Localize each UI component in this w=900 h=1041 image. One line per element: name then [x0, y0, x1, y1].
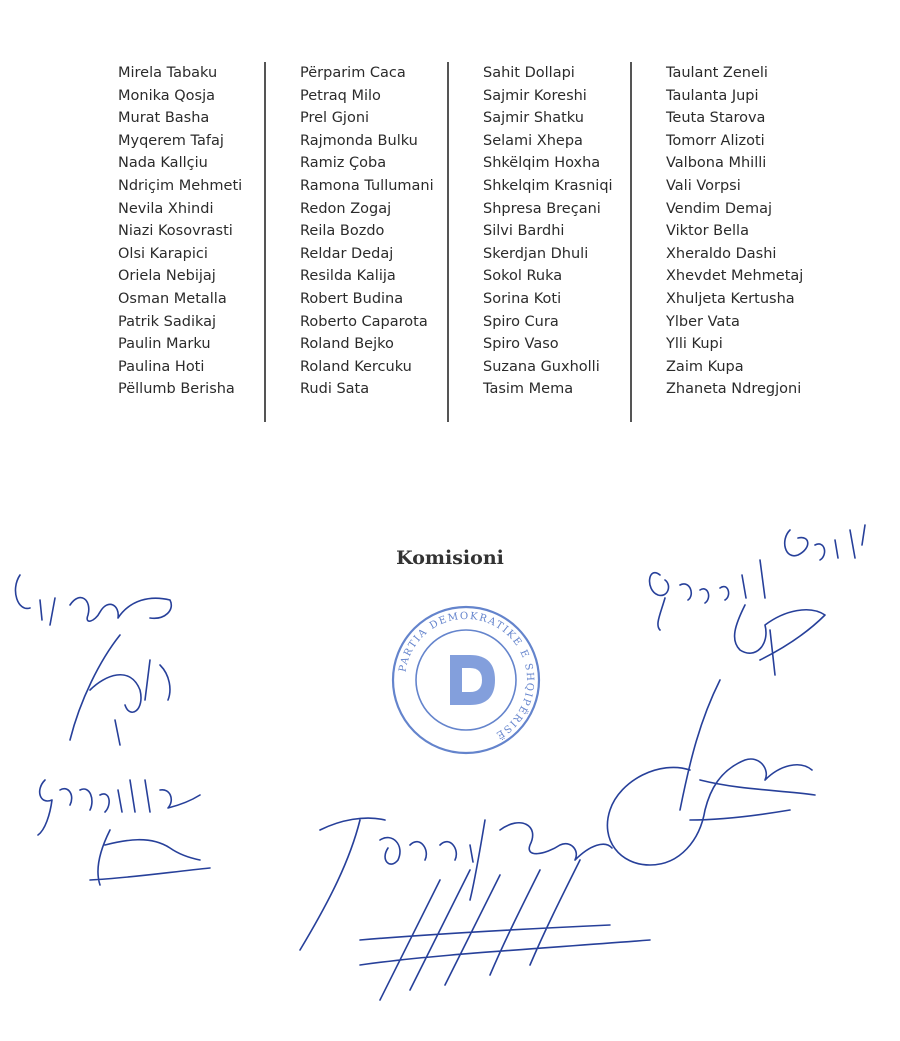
signature-center-handwritten-name [300, 818, 612, 950]
member-name: Suzana Guxholli [483, 358, 600, 375]
signature-left-handwritten-name [38, 780, 210, 885]
signature-top-right-handwritten-name [650, 525, 865, 675]
member-name: Olsi Karapici [118, 245, 208, 262]
member-name: Ramona Tullumani [300, 177, 434, 194]
member-name: Ylli Kupi [666, 336, 723, 353]
member-name: Myqerem Tafaj [118, 132, 224, 149]
member-name: Nevila Xhindi [118, 200, 214, 217]
member-name: Shkëlqim Hoxha [483, 155, 601, 172]
member-name: Nada Kallçiu [118, 155, 208, 172]
member-name: Sokol Ruka [483, 268, 563, 285]
member-name: Ndriçim Mehmeti [118, 177, 243, 194]
member-name: Përparim Caca [300, 65, 406, 81]
member-name: Sajmir Koreshi [483, 87, 587, 104]
member-name: Reila Bozdo [300, 223, 385, 240]
member-name: Xheraldo Dashi [666, 245, 777, 262]
member-name: Oriela Nebijaj [118, 268, 216, 285]
stamp-text: PARTIA DEMOKRATIKE E SHQIPËRISË [397, 610, 536, 742]
member-name: Robert Budina [300, 290, 404, 307]
member-name: Selami Xhepa [483, 132, 583, 149]
member-name: Viktor Bella [666, 223, 749, 240]
member-name: Mirela Tabaku [118, 65, 218, 81]
member-name: Sahit Dollapi [483, 65, 575, 81]
member-name: Prel Gjoni [300, 110, 370, 127]
member-name: Osman Metalla [118, 290, 227, 307]
member-name: Taulant Zeneli [666, 65, 768, 81]
member-name: Sorina Koti [483, 290, 562, 307]
member-name: Ylber Vata [666, 313, 740, 330]
member-name: Valbona Mhilli [666, 155, 767, 172]
member-name: Sajmir Shatku [483, 110, 584, 127]
member-name: Silvi Bardhi [483, 223, 565, 240]
member-name: Shkelqim Krasniqi [483, 177, 613, 194]
member-name: Roland Kercuku [300, 358, 412, 375]
member-name: Teuta Starova [666, 110, 766, 127]
member-name: Pëllumb Berisha [118, 381, 235, 398]
member-name: Shpresa Breçani [483, 200, 601, 217]
member-name: Xhevdet Mehmetaj [666, 268, 804, 285]
member-name: Monika Qosja [118, 87, 215, 104]
member-name: Murat Basha [118, 110, 210, 127]
member-name: Xhuljeta Kertusha [666, 290, 795, 307]
member-name: Vendim Demaj [666, 200, 772, 217]
member-name: Rajmonda Bulku [300, 132, 418, 149]
member-name: Paulin Marku [118, 336, 211, 353]
member-name: Taulanta Jupi [666, 87, 759, 104]
member-name: Roland Bejko [300, 336, 394, 353]
signature-right-large [607, 680, 815, 865]
commission-title: Komisioni [396, 547, 504, 569]
member-name: Redon Zogaj [300, 200, 392, 217]
member-name: Paulina Hoti [118, 358, 205, 375]
member-name: Ramiz Çoba [300, 155, 387, 172]
member-name: Patrik Sadikaj [118, 313, 217, 330]
signature-top-left [15, 575, 171, 745]
member-name: Niazi Kosovrasti [118, 223, 233, 240]
member-name: Rudi Sata [300, 381, 370, 398]
member-name: Reldar Dedaj [300, 245, 394, 262]
party-stamp [393, 607, 539, 753]
member-name: Spiro Vaso [483, 336, 559, 353]
member-name: Resilda Kalija [300, 268, 396, 285]
member-name: Tomorr Alizoti [666, 132, 765, 149]
member-name: Skerdjan Dhuli [483, 245, 589, 262]
member-name: Roberto Caparota [300, 313, 428, 330]
member-name: Petraq Milo [300, 87, 381, 104]
member-name: Vali Vorpsi [666, 177, 741, 194]
member-name: Zaim Kupa [666, 358, 744, 375]
signature-bottom-center [360, 860, 650, 1000]
member-name: Zhaneta Ndregjoni [666, 381, 802, 398]
member-name: Spiro Cura [483, 313, 559, 330]
member-name: Tasim Mema [483, 381, 574, 398]
